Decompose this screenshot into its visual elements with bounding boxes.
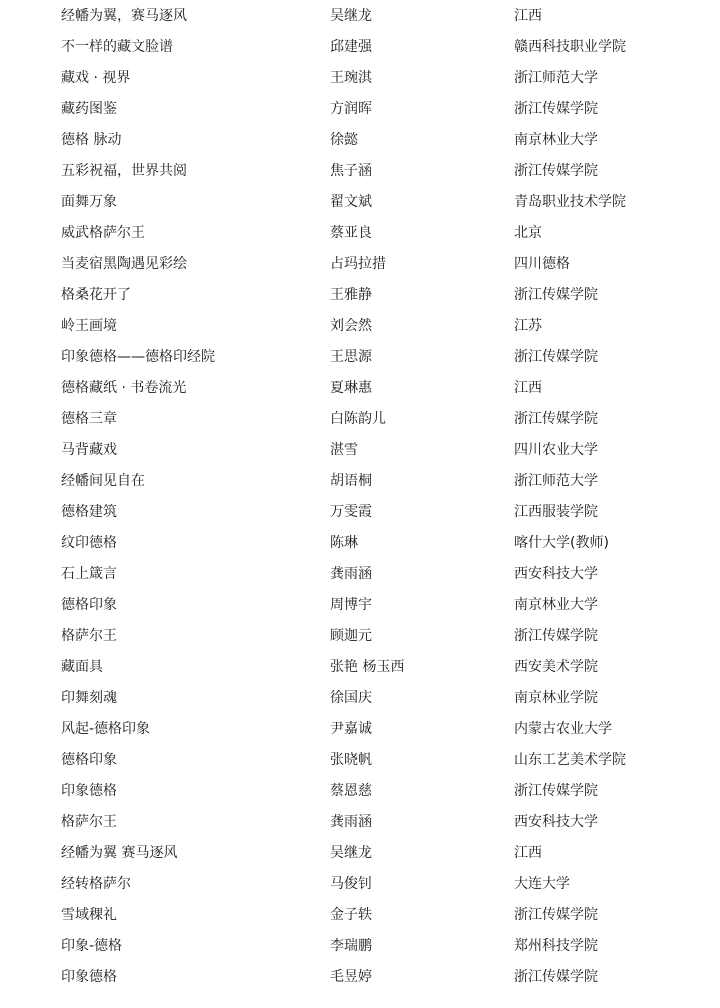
work-title: 纹印德格 [61,535,117,551]
organization: 江西服装学院 [514,504,598,520]
organization: 郑州科技学院 [514,938,598,954]
list-row [0,32,720,63]
organization: 浙江传媒学院 [514,628,598,644]
author-name: 周博宇 [330,597,372,613]
work-title: 雪域稞礼 [61,907,117,923]
organization: 青岛职业技术学院 [514,194,626,210]
author-name: 龚雨涵 [330,814,372,830]
work-title: 经幡为翼，赛马逐风 [61,8,187,24]
author-name: 龚雨涵 [330,566,372,582]
work-title: 经转格萨尔 [61,876,131,892]
list-row [0,218,720,249]
organization: 浙江师范大学 [514,473,598,489]
author-name: 张艳 杨玉西 [330,659,405,675]
list-row [0,249,720,280]
list-row [0,63,720,94]
organization: 浙江传媒学院 [514,163,598,179]
work-title: 格萨尔王 [61,628,117,644]
organization: 西安科技大学 [514,566,598,582]
work-title: 德格三章 [61,411,117,427]
work-title: 岭王画境 [61,318,117,334]
work-title: 风起-德格印象 [61,721,151,737]
work-title: 德格印象 [61,597,117,613]
work-title: 德格印象 [61,752,117,768]
organization: 浙江传媒学院 [514,907,598,923]
author-name: 吴继龙 [330,845,372,861]
author-name: 吴继龙 [330,8,372,24]
work-title: 印象德格 [61,969,117,985]
work-title: 面舞万象 [61,194,117,210]
author-name: 陈琳 [330,535,358,551]
work-title: 经幡间见自在 [61,473,145,489]
work-title: 藏戏 · 视界 [61,70,131,86]
author-name: 徐国庆 [330,690,372,706]
list-row [0,528,720,559]
list-row [0,497,720,528]
work-title: 当麦宿黑陶遇见彩绘 [61,256,187,272]
work-title: 藏面具 [61,659,103,675]
organization: 喀什大学(教师) [514,535,609,551]
list-row [0,869,720,900]
list-row [0,683,720,714]
list-row [0,466,720,497]
organization: 四川农业大学 [514,442,598,458]
list-row [0,745,720,776]
work-title: 德格藏纸 · 书卷流光 [61,380,187,396]
list-row [0,931,720,962]
organization: 大连大学 [514,876,570,892]
work-title: 五彩祝福，世界共阅 [61,163,187,179]
organization: 赣西科技职业学院 [514,39,626,55]
organization: 浙江传媒学院 [514,969,598,985]
organization: 北京 [514,225,542,241]
organization: 西安科技大学 [514,814,598,830]
list-row [0,280,720,311]
work-title: 格桑花开了 [61,287,131,303]
organization: 浙江传媒学院 [514,411,598,427]
author-name: 王琬淇 [330,70,372,86]
list-row [0,125,720,156]
work-title: 马背藏戏 [61,442,117,458]
list-row [0,404,720,435]
author-name: 刘会然 [330,318,372,334]
author-name: 毛昱婷 [330,969,372,985]
list-row [0,187,720,218]
work-title: 德格 脉动 [61,132,122,148]
list-row [0,652,720,683]
author-name: 王雅静 [330,287,372,303]
author-name: 占玛拉措 [330,256,386,272]
list-row [0,311,720,342]
organization: 江西 [514,845,542,861]
list-row [0,776,720,807]
work-title: 印象德格——德格印经院 [61,349,215,365]
list-row [0,900,720,931]
work-title: 德格建筑 [61,504,117,520]
organization: 内蒙古农业大学 [514,721,612,737]
work-title: 格萨尔王 [61,814,117,830]
list-row [0,807,720,838]
list-row [0,838,720,869]
list-row [0,342,720,373]
author-name: 方润晖 [330,101,372,117]
author-name: 焦子涵 [330,163,372,179]
author-name: 翟文斌 [330,194,372,210]
list-row [0,559,720,590]
work-title: 威武格萨尔王 [61,225,145,241]
list-row [0,962,720,993]
author-name: 蔡亚良 [330,225,372,241]
list-row [0,621,720,652]
organization: 西安美术学院 [514,659,598,675]
work-title: 石上箴言 [61,566,117,582]
author-name: 李瑞鹏 [330,938,372,954]
author-name: 顾迦元 [330,628,372,644]
organization: 江西 [514,380,542,396]
author-name: 蔡恩慈 [330,783,372,799]
author-name: 胡语桐 [330,473,372,489]
author-name: 白陈韵儿 [330,411,386,427]
list-row [0,435,720,466]
author-name: 邱建强 [330,39,372,55]
list-row [0,1,720,32]
work-title: 藏药图鉴 [61,101,117,117]
author-name: 夏琳惠 [330,380,372,396]
author-name: 尹嘉诚 [330,721,372,737]
list-row [0,590,720,621]
author-name: 张晓帆 [330,752,372,768]
author-name: 王思源 [330,349,372,365]
author-name: 金子轶 [330,907,372,923]
organization: 浙江传媒学院 [514,101,598,117]
author-name: 徐懿 [330,132,358,148]
organization: 江苏 [514,318,542,334]
organization: 山东工艺美术学院 [514,752,626,768]
work-title: 印象-德格 [61,938,123,954]
author-name: 万雯霞 [330,504,372,520]
organization: 南京林业大学 [514,597,598,613]
list-row [0,156,720,187]
organization: 南京林业大学 [514,132,598,148]
organization: 南京林业学院 [514,690,598,706]
organization: 浙江传媒学院 [514,287,598,303]
work-title: 印舞刻魂 [61,690,117,706]
organization: 浙江师范大学 [514,70,598,86]
work-title: 印象德格 [61,783,117,799]
list-row [0,373,720,404]
list-row [0,714,720,745]
author-name: 马俊钊 [330,876,372,892]
list-row [0,94,720,125]
author-name: 湛雪 [330,442,358,458]
organization: 江西 [514,8,542,24]
organization: 浙江传媒学院 [514,349,598,365]
work-title: 不一样的藏文脸谱 [61,39,173,55]
organization: 浙江传媒学院 [514,783,598,799]
organization: 四川德格 [514,256,570,272]
work-title: 经幡为翼 赛马逐风 [61,845,178,861]
